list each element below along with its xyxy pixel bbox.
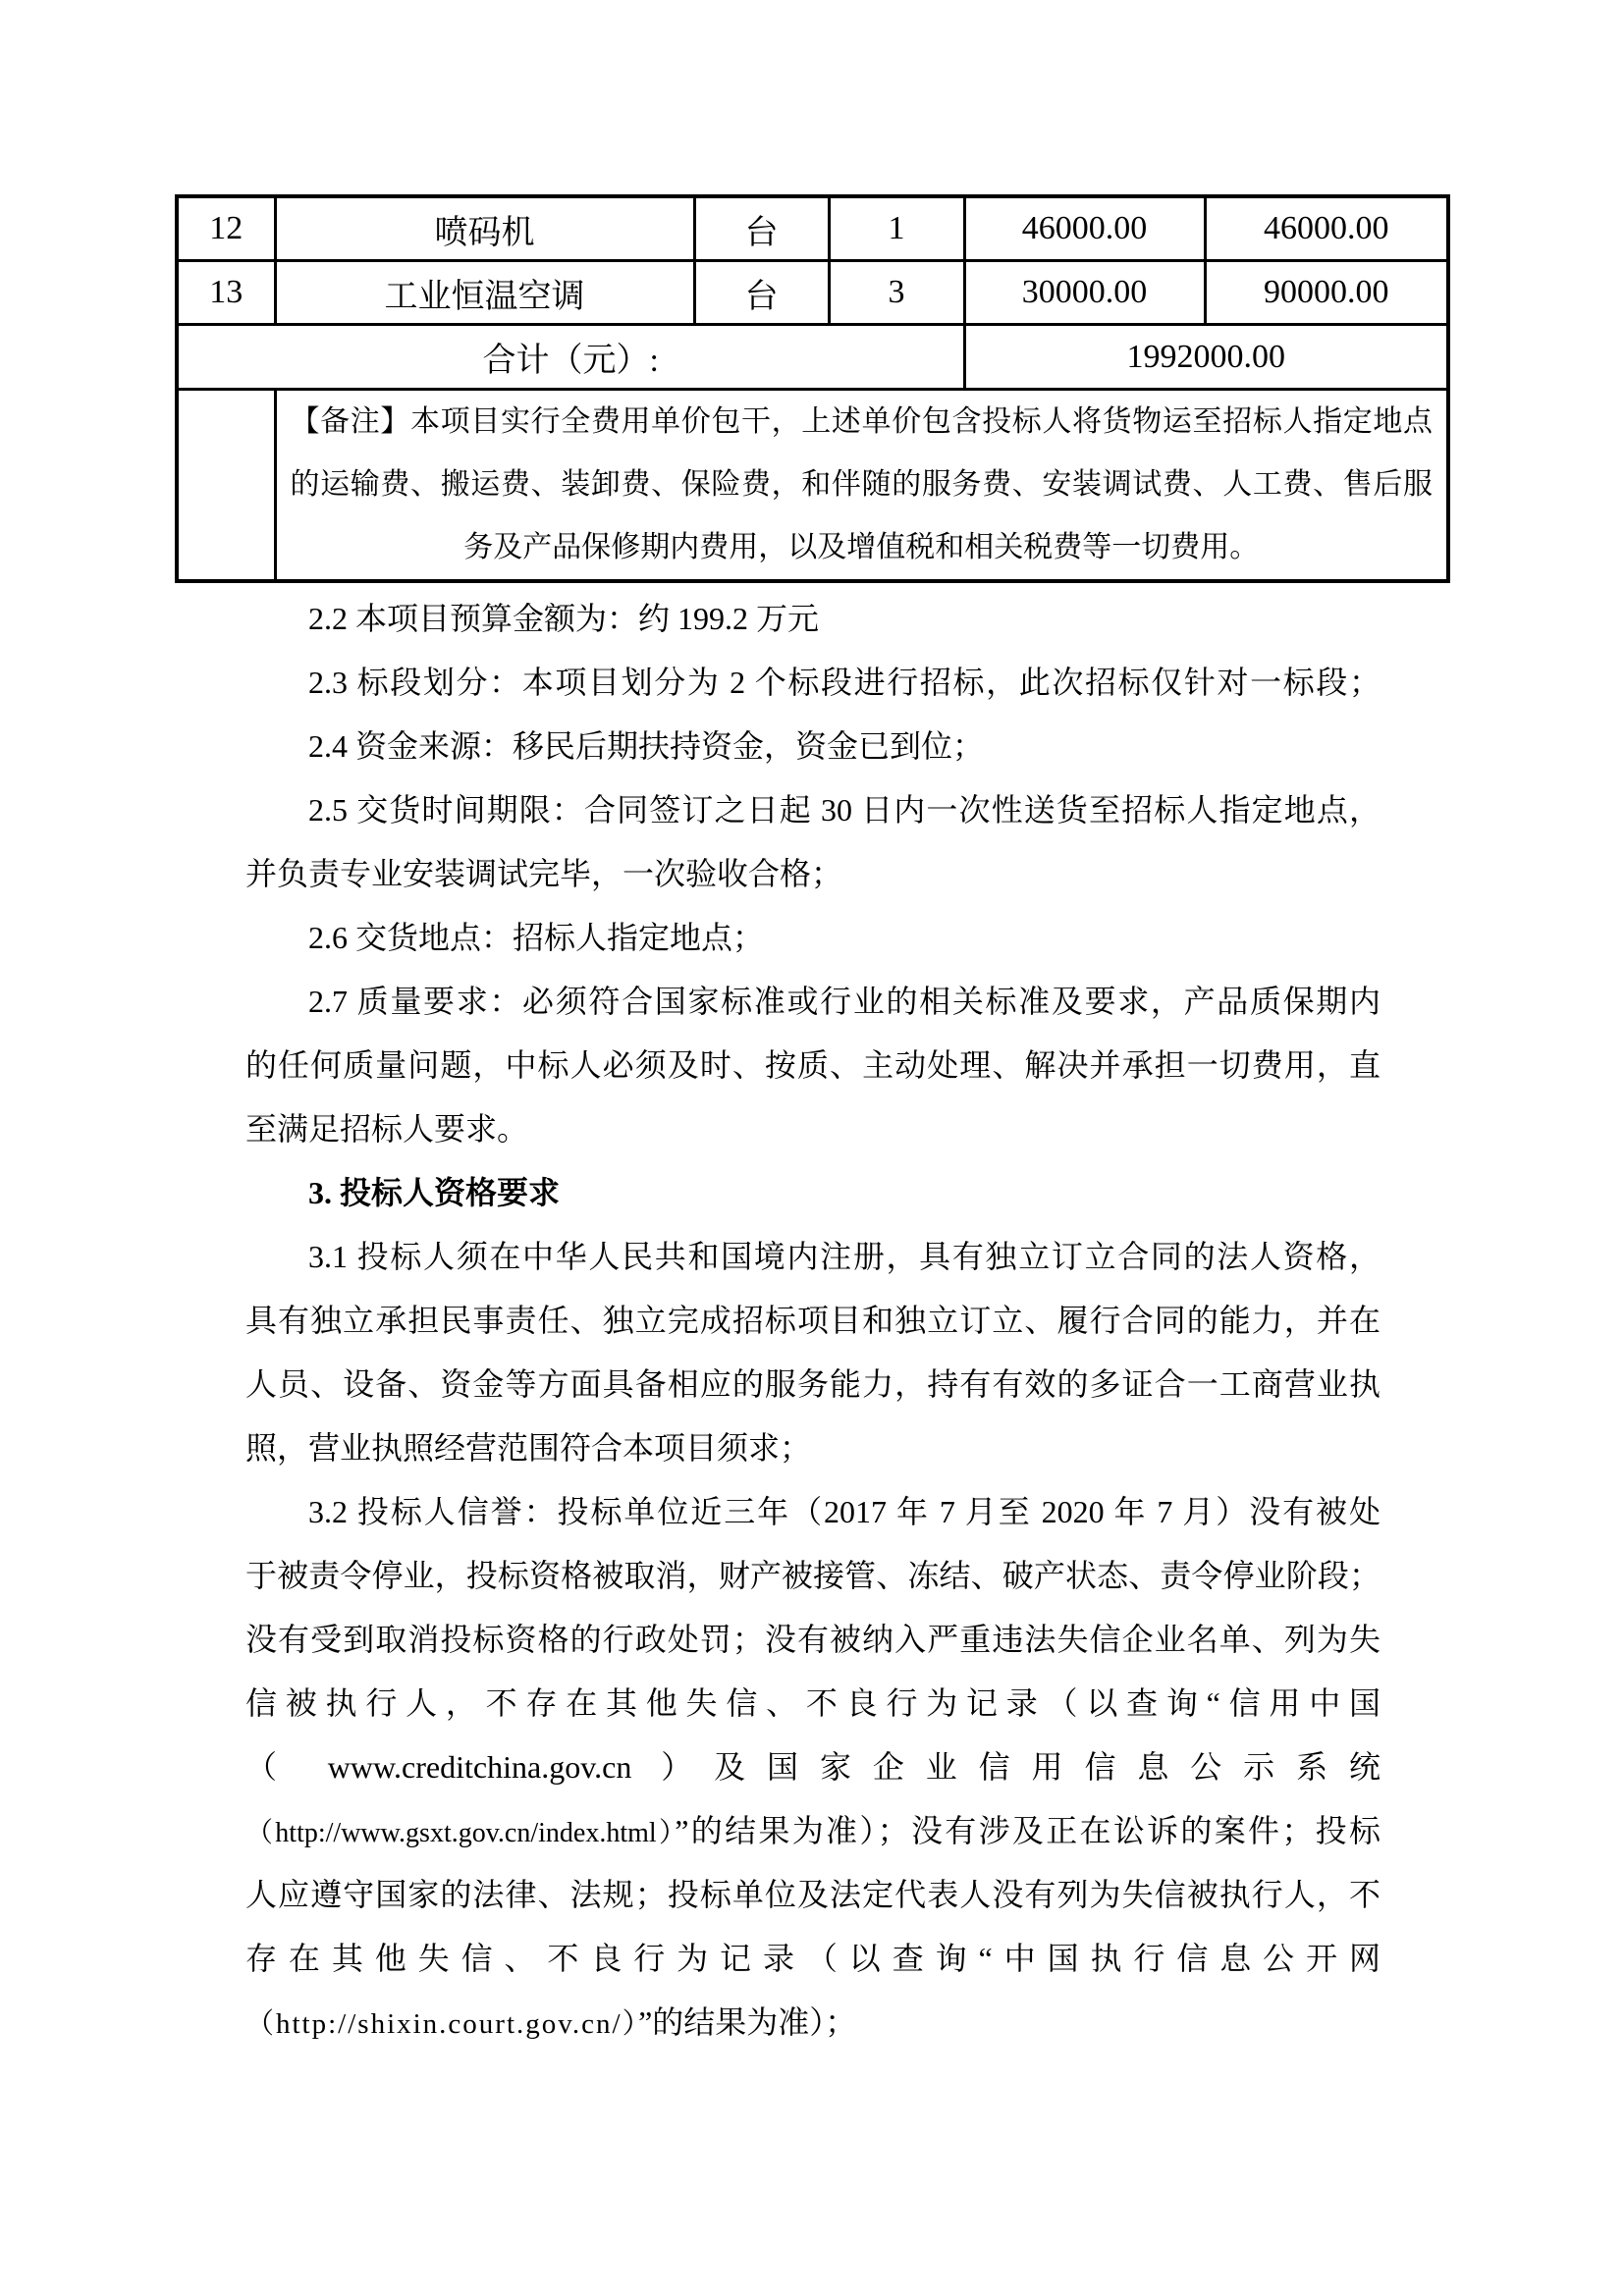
price-table [175,194,1450,583]
gsxt-url-text: （http://www.gsxt.gov.cn/index.html） [245,1818,676,1848]
cell-amount: 46000.00 [1205,196,1448,261]
table-remark-row [177,390,1448,582]
cell-amount: 90000.00 [1205,261,1448,325]
cell-unit: 台 [694,196,829,261]
para-3-2-line-8: 存在其他失信、不良行为记录（以查询“中国执行信息公开网 [245,1941,1380,1976]
para-3-2-line-6-rest: ”的结果为准）；没有涉及正在讼诉的案件；投标 [675,1813,1380,1848]
para-2-4: 2.4 资金来源：移民后期扶持资金，资金已到位； [308,728,985,764]
para-2-7-line-2: 的任何质量问题，中标人必须及时、按质、主动处理、解决并承担一切费用，直 [245,1047,1380,1083]
para-3-1-line-3: 人员、设备、资金等方面具备相应的服务能力，持有有效的多证合一工商营业执 [245,1366,1380,1402]
para-3-2-line-5: （ www.creditchina.gov.cn ）及国家企业信用信息公示系统 [245,1749,1380,1785]
para-3-2-line-3: 没有受到取消投标资格的行政处罚；没有被纳入严重违法失信企业名单、列为失 [245,1622,1380,1657]
cell-qty: 3 [829,261,964,325]
cell-unit-price: 30000.00 [964,261,1205,325]
shixin-url-text: （http://shixin.court.gov.cn/） [245,2008,639,2040]
para-2-5-line-2: 并负责专业安装调试完毕，一次验收合格； [245,856,843,891]
remark-line-3: 务及产品保修期内费用，以及增值税和相关税费等一切费用。 [463,531,1260,563]
para-3-2-line-1: 3.2 投标人信誉：投标单位近三年（2017 年 7 月至 2020 年 7 月）没有被处 [308,1494,1380,1529]
para-2-5-line-1: 2.5 交货时间期限：合同签订之日起 30 日内一次性送货至招标人指定地点， [308,792,1380,828]
body-text [245,587,1380,2055]
para-2-6: 2.6 交货地点：招标人指定地点； [308,920,765,955]
para-3-2-line-6 [245,1799,1380,1863]
para-3-2-line-2: 于被责令停业，投标资格被取消，财产被接管、冻结、破产状态、责令停业阶段； [245,1558,1380,1593]
cell-unit: 台 [694,261,829,325]
para-2-2: 2.2 本项目预算金额为：约 199.2 万元 [308,601,820,636]
total-value: 1992000.00 [964,325,1448,390]
remark-line-2: 的运输费、搬运费、装卸费、保险费，和伴随的服务费、安装调试费、人工费、售后服 [290,468,1433,501]
cell-no: 13 [177,261,275,325]
para-3-2-line-9-rest: ”的结果为准）； [638,2004,857,2040]
para-2-7-line-1: 2.7 质量要求：必须符合国家标准或行业的相关标准及要求，产品质保期内 [308,984,1380,1019]
para-3-1-line-1: 3.1 投标人须在中华人民共和国境内注册，具有独立订立合同的法人资格， [308,1239,1380,1274]
table-row-13 [177,261,1448,325]
cell-unit-price: 46000.00 [964,196,1205,261]
para-3-1-line-2: 具有独立承担民事责任、独立完成招标项目和独立订立、履行合同的能力，并在 [245,1303,1380,1338]
para-3-2-line-4: 信被执行人，不存在其他失信、不良行为记录（以查询“信用中国 [245,1685,1380,1721]
para-3-2-line-7: 人应遵守国家的法律、法规；投标单位及法定代表人没有列为失信被执行人，不 [245,1877,1380,1912]
remark-empty-cell [177,390,275,582]
cell-qty: 1 [829,196,964,261]
section-3-heading: 3. 投标人资格要求 [308,1175,561,1210]
para-3-2-line-9 [245,1991,1380,2055]
para-3-1-line-4: 照，营业执照经营范围符合本项目须求； [245,1430,812,1466]
para-2-3: 2.3 标段划分：本项目划分为 2 个标段进行招标，此次招标仅针对一标段； [308,665,1380,700]
remark-line-1: 【备注】本项目实行全费用单价包干，上述单价包含投标人将货物运至招标人指定地点 [290,405,1433,438]
cell-item-name: 工业恒温空调 [275,261,694,325]
cell-item-name: 喷码机 [275,196,694,261]
remark-cell [275,390,1448,582]
total-label: 合计（元）: [177,325,964,390]
table-row-12 [177,196,1448,261]
cell-no: 12 [177,196,275,261]
para-2-7-line-3: 至满足招标人要求。 [245,1111,529,1147]
table-total-row [177,325,1448,390]
